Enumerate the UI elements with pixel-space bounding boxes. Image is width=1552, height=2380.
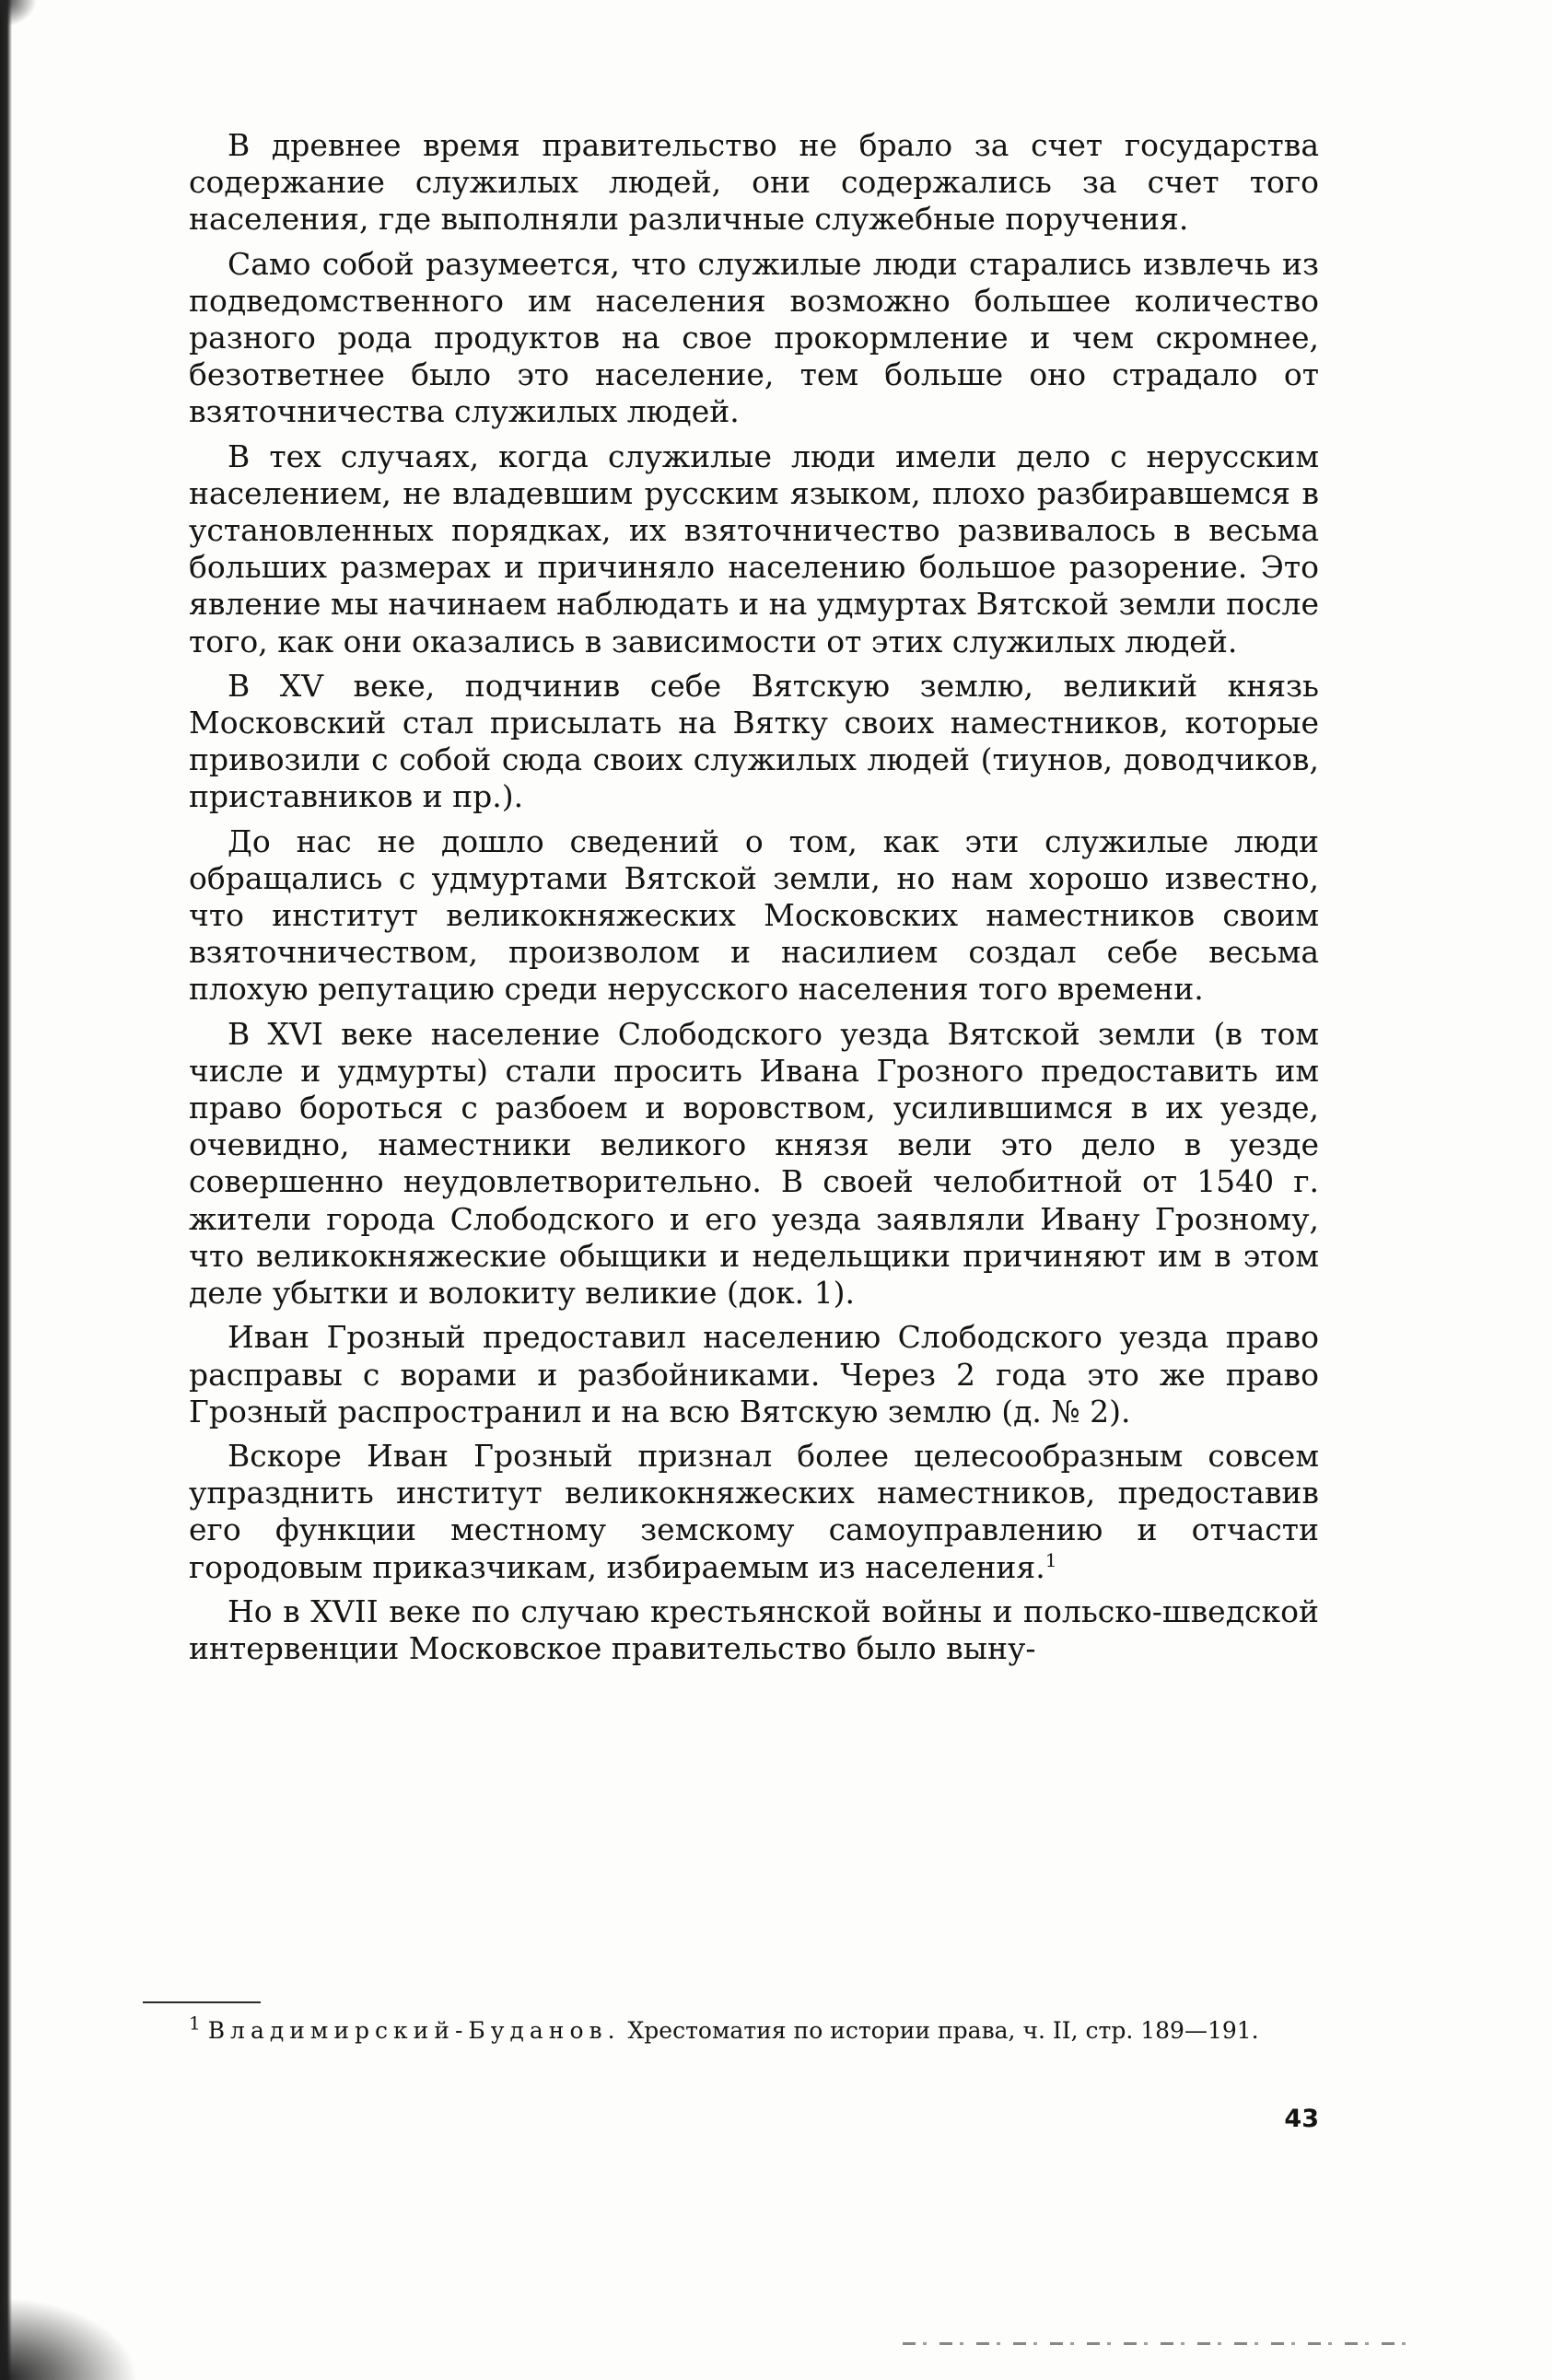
- footnote-author: Владимирский-Буданов.: [207, 2017, 621, 2044]
- body-text: [189, 127, 1319, 1667]
- footnote-text: Хрестоматия по истории права, ч. II, стр. 189—191.: [627, 2017, 1259, 2044]
- footnote-marker: 1: [189, 2012, 201, 2035]
- paragraph: Само собой разумеется, что служилые люди старались извлечь из подведомственного им населения возможно большее количество разного рода продуктов на свое прокормление и чем скромнее, безответнее было это население, тем больше оно страдало от взяточничества служилых людей.: [189, 245, 1319, 430]
- paragraph: В XV веке, подчинив себе Вятскую землю, великий князь Московский стал присылать на Вятку своих наместников, которые привозили с собой сюда своих служилых людей (тиунов, доводчиков, приставников и пр.).: [189, 667, 1319, 815]
- footnote-reference: 1: [1044, 1548, 1057, 1571]
- paragraph: В древнее время правительство не брало за счет государства содержание служилых людей, они содержались за счет того населения, где выполняли различные служебные поручения.: [189, 127, 1319, 238]
- footnote: [189, 2012, 1319, 2045]
- page-number: 43: [1284, 2105, 1319, 2133]
- paragraph: Но в XVII веке по случаю крестьянской войны и польско-шведской интервенции Московское правительство было выну-: [189, 1592, 1319, 1666]
- paragraph: Иван Грозный предоставил населению Слободского уезда право расправы с ворами и разбойниками. Через 2 года это же право Грозный распространил и на всю Вятскую землю (д. № 2).: [189, 1319, 1319, 1429]
- scan-noise-line: [903, 2342, 1418, 2345]
- paragraph-with-footnote: [189, 1438, 1319, 1586]
- scan-corner-shadow-top: [0, 0, 37, 28]
- paragraph-text: Вскоре Иван Грозный признал более целесообразным совсем упразднить институт великокняжеских наместников, предоставив его функции местному земскому самоуправлению и отчасти городовым приказчикам, избираемым из населения.: [189, 1437, 1319, 1585]
- paragraph: В XVI веке население Слободского уезда Вятской земли (в том числе и удмурты) стали просить Ивана Грозного предоставить им право бороться с разбоем и воровством, усилившимся в их уезде, очевидно, наместники великого князя вели это дело в уезде совершенно неудовлетворительно. В своей челобитной от 1540 г. жители города Слободского и его уезда заявляли Ивану Грозному, что великокняжеские обыщики и недельщики причиняют им в этом деле убытки и волокиту великие (док. 1).: [189, 1015, 1319, 1312]
- footnote-divider: [143, 2001, 261, 2003]
- paragraph: В тех случаях, когда служилые люди имели дело с нерусским населением, не владевшим русским языком, плохо разбиравшемся в установленных порядках, их взяточничество развивалось в весьма больших размерах и причиняло населению большое разорение. Это явление мы начинаем наблюдать и на удмуртах Вятской земли после того, как они оказались в зависимости от этих служилых людей.: [189, 438, 1319, 659]
- paragraph: До нас не дошло сведений о том, как эти служилые люди обращались с удмуртами Вятской земли, но нам хорошо известно, что институт великокняжеских Московских наместников своим взяточничеством, произволом и насилием создал себе весьма плохую репутацию среди нерусского населения того времени.: [189, 822, 1319, 1008]
- scan-edge-shadow: [0, 0, 12, 2380]
- scan-corner-shadow-bottom: [0, 2297, 138, 2380]
